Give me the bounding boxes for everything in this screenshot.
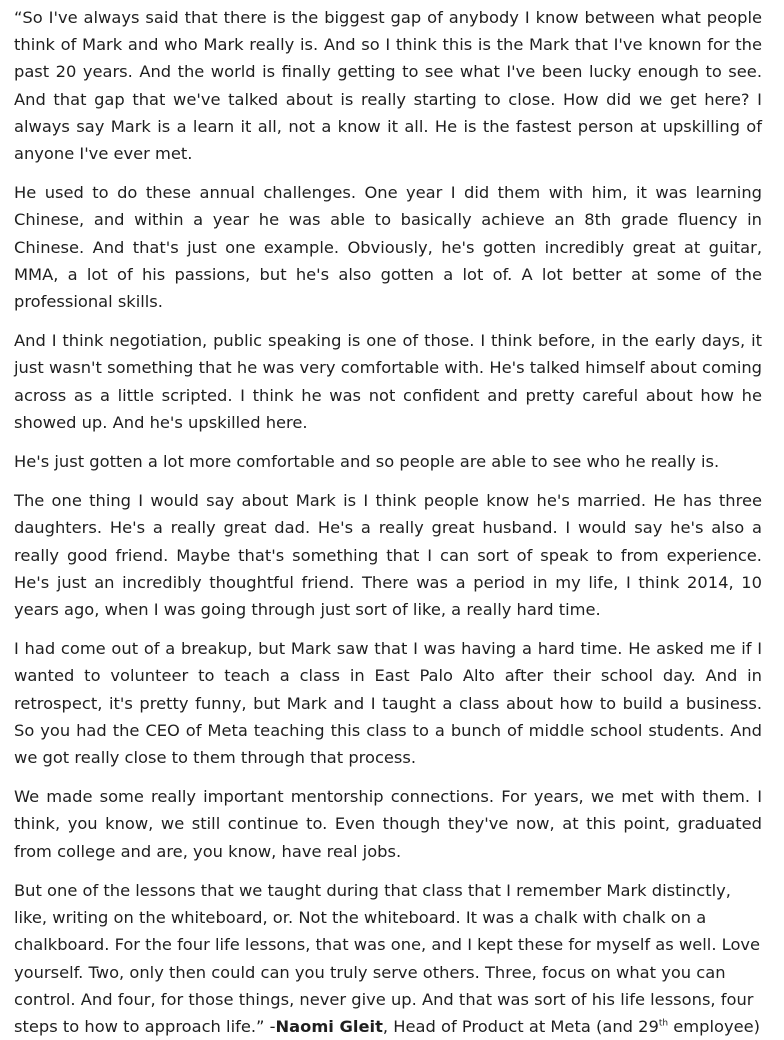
quote-paragraph-6: I had come out of a breakup, but Mark saw that I was having a hard time. He asked me if I wanted to volunteer to teach a class in East Palo Alto after their school day. And in retrospect, it's pretty funny, but Mark and I taught a class about how to build a business. So you had the CEO of Meta teaching this class to a bunch of middle school students. And we got really close to them through that process. (14, 639, 762, 768)
attribution-ordinal-suffix: th (658, 1018, 669, 1029)
quote-paragraph-8-text: But one of the lessons that we taught during that class that I remember Mark distinctly, like, writing on the whiteboard, or. Not the whiteboard. It was a chalk with chalk on a chalkboard. For the four life lessons, that was one, and I kept these for myself as well. Love yourself. Two, only then could can you truly serve others. Three, focus on what you can control. And four, for those things, never give up. And that was sort of his life lessons, four steps to how to approach life.” - (14, 880, 761, 1036)
quote-paragraph-8 (14, 877, 762, 1040)
quote-paragraph-1: “So I've always said that there is the biggest gap of anybody I know between what people think of Mark and who Mark really is. And so I think this is the Mark that I've known for the past 20 years. And the world is finally getting to see what I've been lucky enough to see. And that gap that we've talked about is really starting to close. How did we get here? I always say Mark is a learn it all, not a know it all. He is the fastest person at upskilling of anyone I've ever met. (14, 8, 762, 164)
attribution-name: Naomi Gleit (275, 1016, 383, 1036)
quote-paragraph-2: He used to do these annual challenges. One year I did them with him, it was learning Chinese, and within a year he was able to basically achieve an 8th grade fluency in Chinese. And that's just one example. Obviously, he's gotten incredibly great at guitar, MMA, a lot of his passions, but he's also gotten a lot of. A lot better at some of the professional skills. (14, 183, 762, 312)
quote-paragraph-5: The one thing I would say about Mark is I think people know he's married. He has three daughters. He's a really great dad. He's a really great husband. I would say he's also a really good friend. Maybe that's something that I can sort of speak to from experience. He's just an incredibly thoughtful friend. There was a period in my life, I think 2014, 10 years ago, when I was going through just sort of like, a really hard time. (14, 491, 762, 620)
attribution-role-suffix: employee) (668, 1016, 761, 1036)
quote-paragraph-7: We made some really important mentorship connections. For years, we met with them. I think, you know, we still continue to. Even though they've now, at this point, graduated from college and are, you know, have real jobs. (14, 787, 762, 861)
attribution-role-prefix: , Head of Product at Meta (and 29 (382, 1016, 659, 1036)
quote-paragraph-3: And I think negotiation, public speaking is one of those. I think before, in the early days, it just wasn't something that he was very comfortable with. He's talked himself about coming across as a little scripted. I think he was not confident and pretty careful about how he showed up. And he's upskilled here. (14, 331, 762, 432)
quote-paragraph-4: He's just gotten a lot more comfortable and so people are able to see who he really is. (14, 452, 720, 472)
